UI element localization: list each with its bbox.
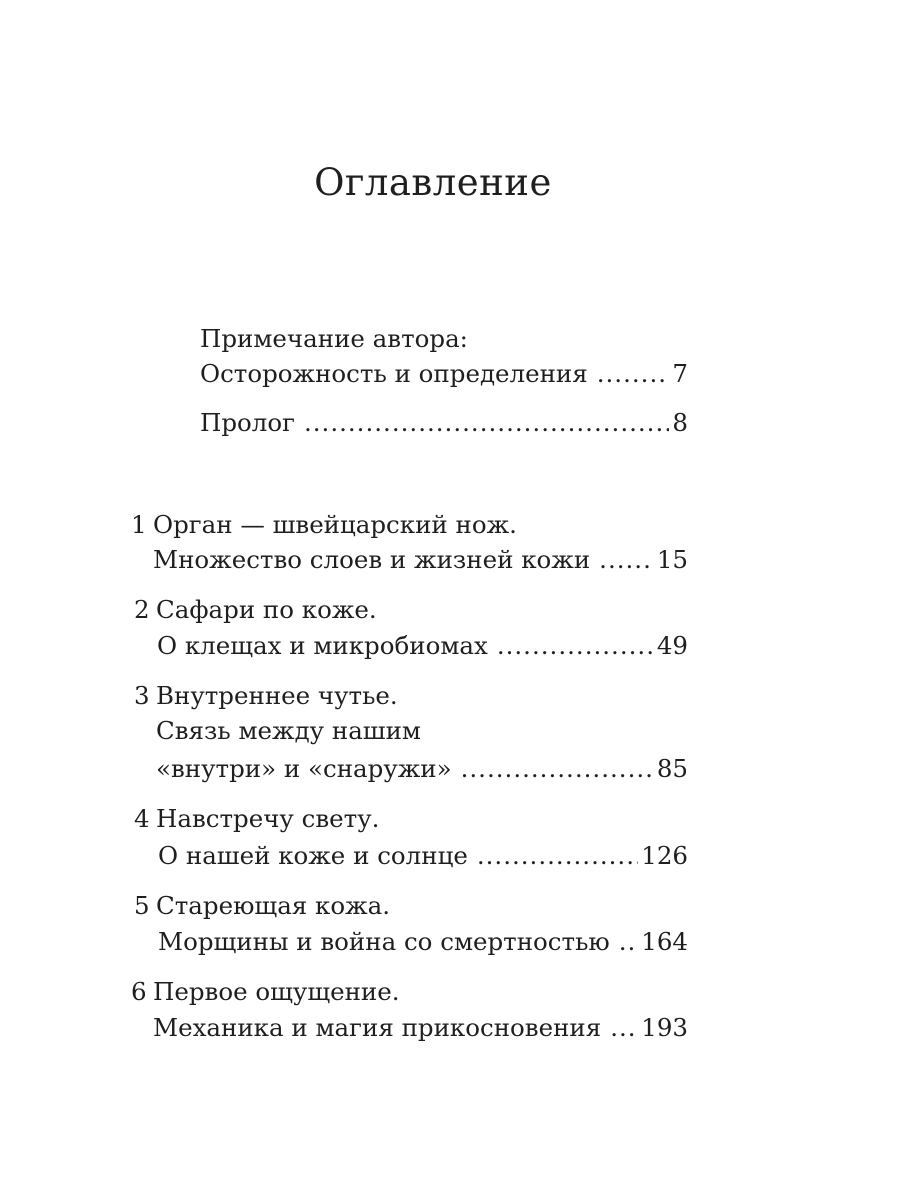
entry-last-line (200, 408, 688, 438)
entry-line-text: Стареющая кожа. (156, 891, 391, 920)
entry-last-line (158, 841, 688, 871)
entry-last-line (156, 754, 688, 784)
page-number: 85 (656, 754, 688, 783)
entry-last-line (157, 631, 688, 661)
leader-dots (461, 754, 654, 784)
entry-line-text: Навстречу свету. (156, 804, 380, 833)
leader-dots (599, 545, 654, 575)
leader-dots (477, 841, 638, 871)
leader-dots (619, 927, 638, 957)
entry-title: Множество слоев и жизней кожи (153, 545, 591, 574)
entry-last-line (200, 359, 688, 389)
page-number: 15 (656, 545, 688, 574)
page-number: 8 (672, 408, 688, 437)
entry-title: Пролог (200, 408, 295, 437)
page-number: 164 (641, 927, 688, 956)
entry-line (131, 510, 517, 540)
entry-line (134, 891, 390, 921)
chapter-number: 2 (134, 595, 150, 624)
entry-last-line (153, 1013, 688, 1043)
entry-last-line (158, 927, 688, 957)
page-number: 7 (672, 359, 688, 388)
chapter-number: 5 (134, 891, 150, 920)
entry-line (134, 595, 377, 625)
entry-last-line (153, 545, 688, 575)
chapter-number: 6 (131, 977, 147, 1006)
entry-line-text: Первое ощущение. (153, 977, 400, 1006)
entry-line (134, 804, 379, 834)
entry-line-text: Сафари по коже. (156, 595, 377, 624)
leader-dots (610, 1013, 638, 1043)
chapter-number: 3 (134, 681, 150, 710)
page-number: 193 (641, 1013, 688, 1042)
entry-title: Механика и магия прикосновения (153, 1013, 602, 1042)
entry-title: «внутри» и «снаружи» (156, 754, 452, 783)
entry-title: О клещах и микробиомах (157, 631, 488, 660)
leader-dots (597, 359, 670, 389)
chapter-number: 1 (131, 510, 147, 539)
page-number: 49 (656, 631, 688, 660)
entry-title: Морщины и война со смертностью (158, 927, 610, 956)
page-number: 126 (641, 841, 688, 870)
entry-line (131, 977, 400, 1007)
entry-title: Осторожность и определения (200, 359, 588, 388)
chapter-number: 4 (134, 804, 150, 833)
leader-dots (497, 631, 654, 661)
entry-line-text: Внутреннее чутье. (156, 681, 398, 710)
entry-line-text: Орган — швейцарский нож. (153, 510, 517, 539)
page-title: Оглавление (314, 160, 552, 204)
leader-dots (304, 408, 669, 438)
entry-line (134, 681, 398, 711)
entry-title: О нашей коже и солнце (158, 841, 468, 870)
entry-line: Примечание автора: (200, 324, 468, 353)
entry-line: Связь между нашим (156, 716, 421, 745)
